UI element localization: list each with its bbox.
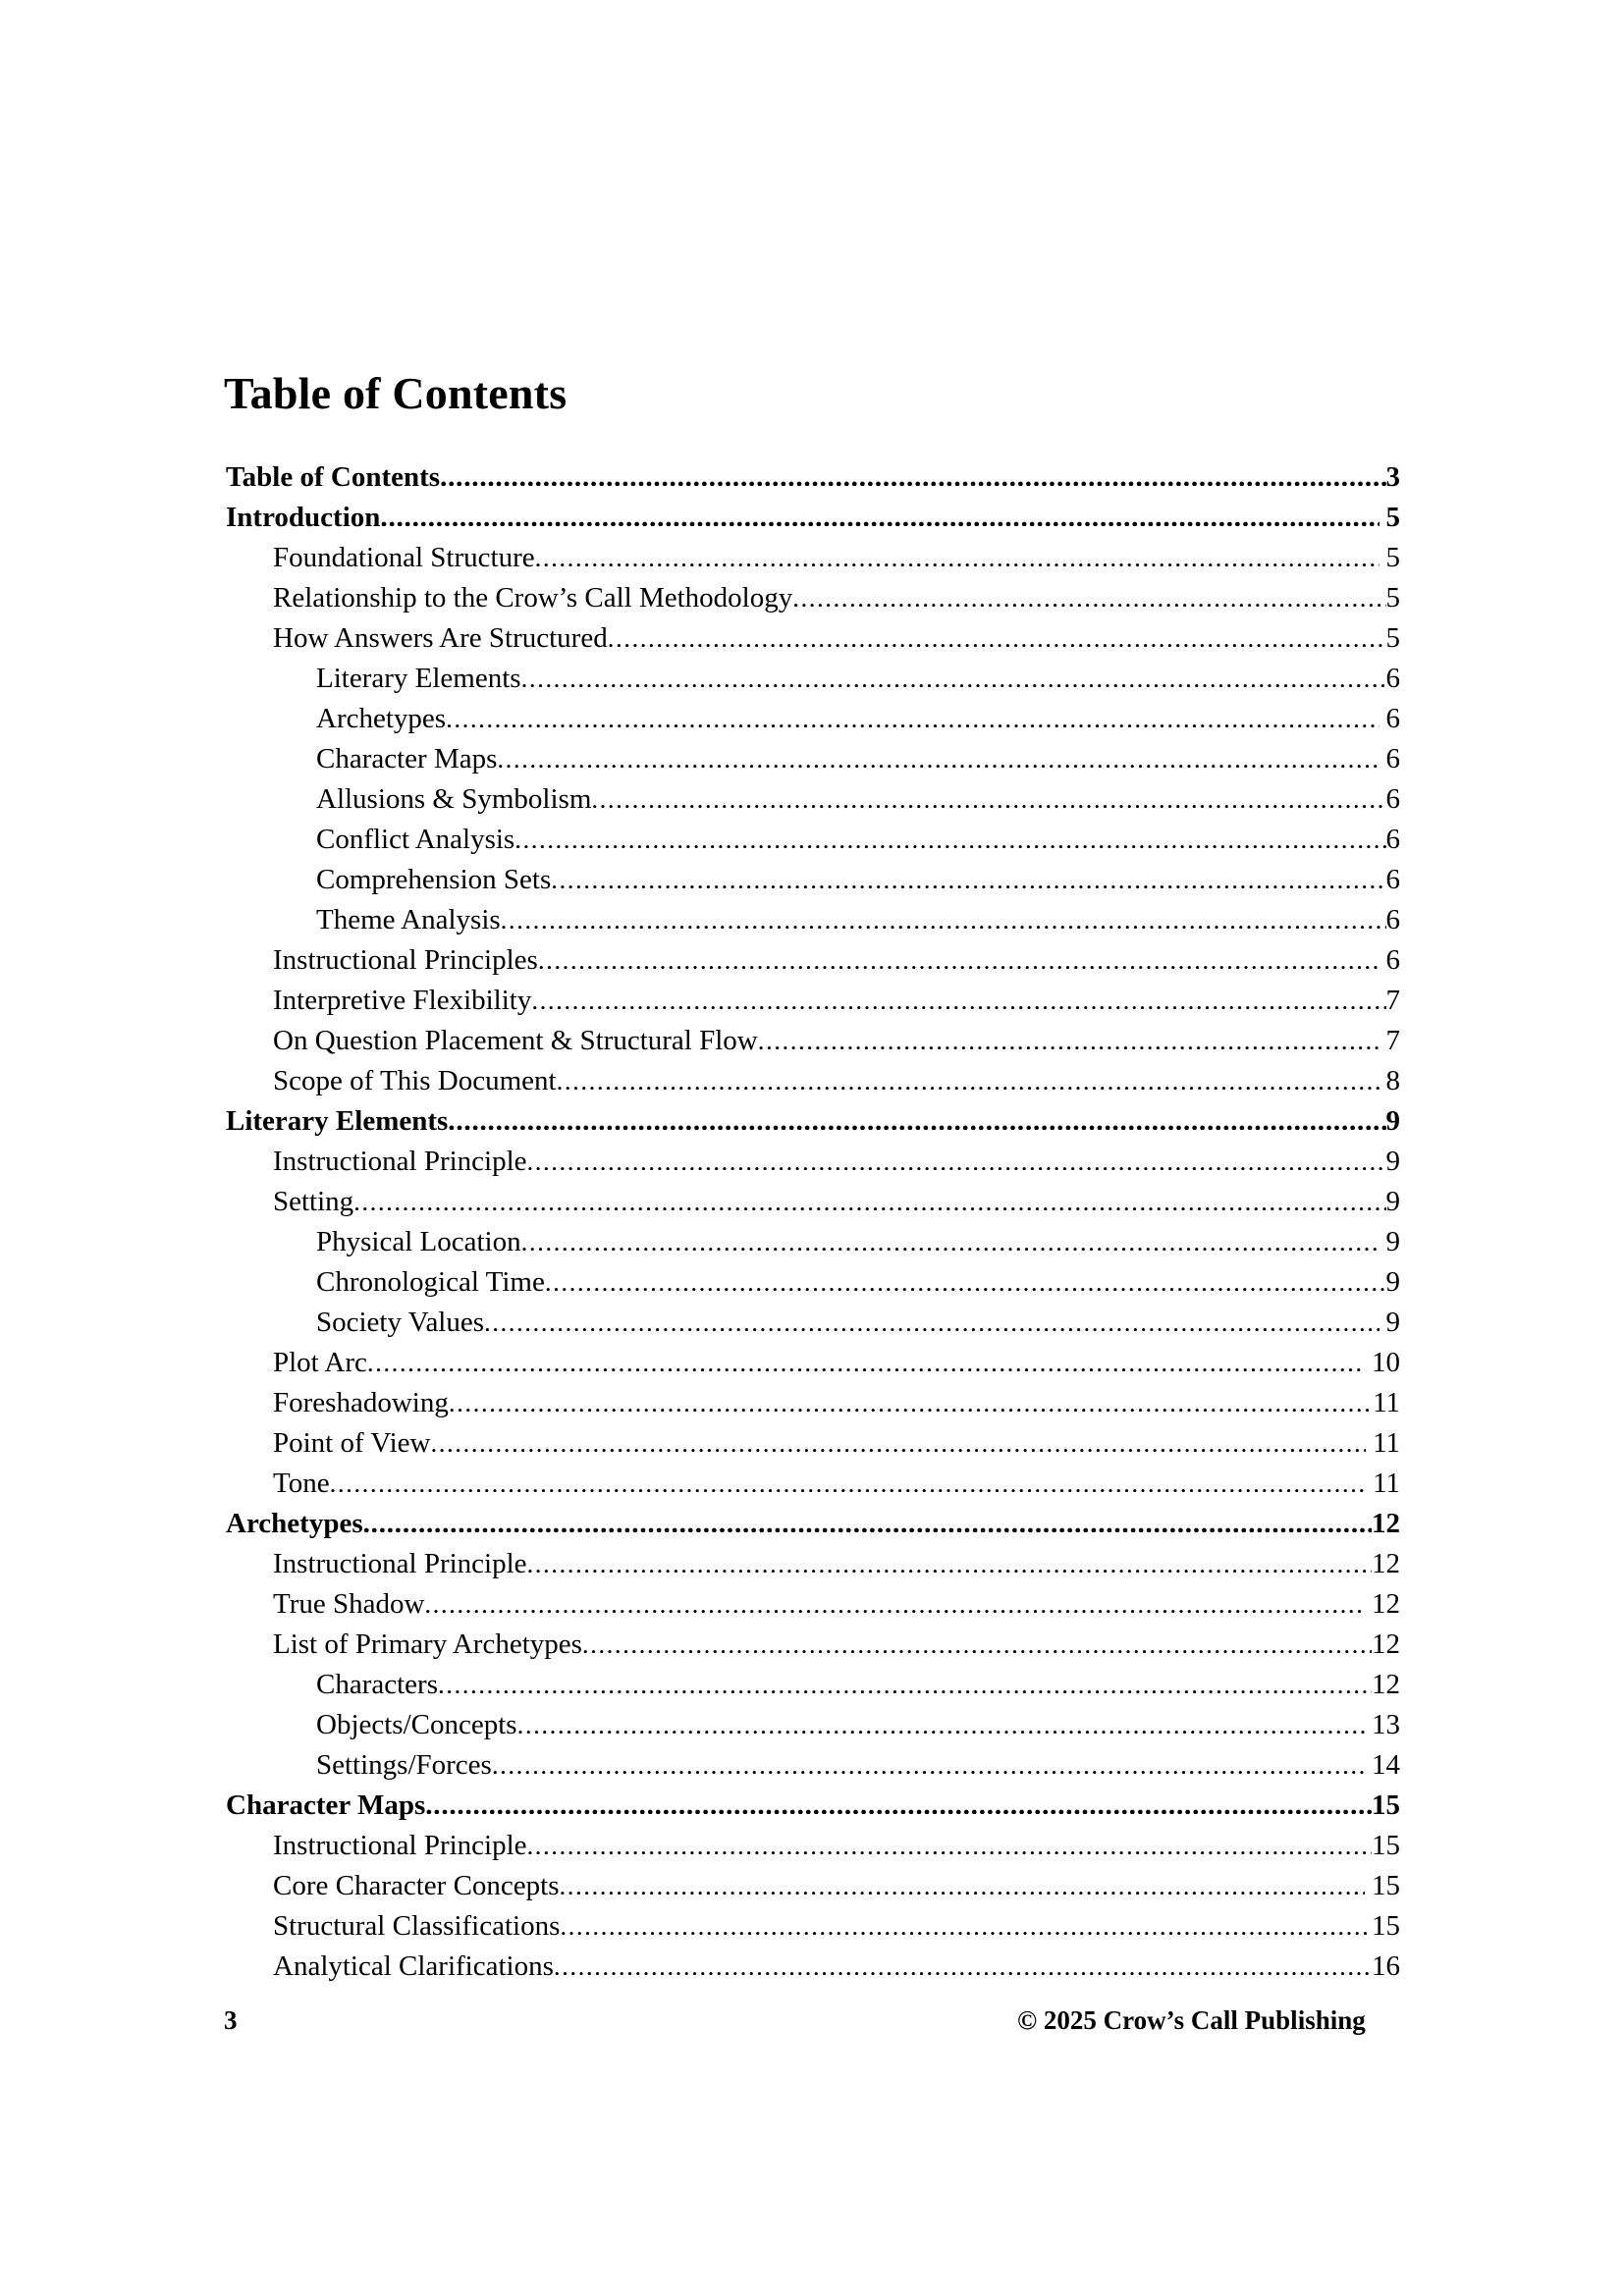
toc-dot-leader: [560, 1906, 1372, 1935]
toc-entry-page-number: 6: [1385, 743, 1400, 774]
toc-entry-page-number: 7: [1385, 1025, 1400, 1056]
toc-entry-page-number: 12: [1372, 1629, 1400, 1660]
toc-entry-label: Allusions & Symbolism: [316, 783, 592, 815]
toc-entry-page-number: 5: [1385, 502, 1400, 533]
table-of-contents-list: [226, 457, 1400, 1987]
toc-dot-leader: [501, 900, 1386, 929]
toc-dot-leader: [330, 1464, 1367, 1492]
toc-entry-page-number: 9: [1385, 1146, 1400, 1177]
toc-entry-label: List of Primary Archetypes: [273, 1629, 582, 1660]
toc-entry-label: Instructional Principle: [273, 1548, 527, 1579]
toc-entry-label: Foundational Structure: [273, 542, 535, 573]
toc-dot-leader: [551, 860, 1385, 888]
toc-entry[interactable]: [273, 1021, 1400, 1061]
toc-entry-page-number: 15: [1372, 1910, 1400, 1942]
toc-entry[interactable]: [316, 1303, 1400, 1343]
toc-entry-page-number: 6: [1385, 904, 1400, 935]
toc-entry[interactable]: [273, 1182, 1400, 1222]
toc-dot-leader: [535, 538, 1380, 566]
toc-entry-page-number: 13: [1372, 1709, 1400, 1740]
footer-copyright: © 2025 Crow’s Call Publishing: [1017, 2005, 1366, 2035]
toc-dot-leader: [380, 498, 1379, 526]
page-title: Table of Contents: [224, 367, 568, 418]
toc-entry-label: Theme Analysis: [316, 904, 501, 935]
toc-entry-label: Archetypes: [316, 703, 447, 734]
toc-entry-label: Characters: [316, 1669, 438, 1700]
toc-entry-label: Analytical Clarifications: [273, 1950, 554, 1982]
toc-entry[interactable]: [226, 1101, 1400, 1142]
toc-entry[interactable]: [226, 1504, 1400, 1544]
toc-entry[interactable]: [316, 820, 1400, 860]
toc-entry[interactable]: [273, 1464, 1400, 1504]
toc-dot-leader: [527, 1142, 1386, 1170]
toc-entry-page-number: 15: [1372, 1830, 1400, 1861]
toc-entry-page-number: 12: [1372, 1548, 1400, 1579]
toc-entry-label: Settings/Forces: [316, 1749, 492, 1781]
toc-entry-page-number: 6: [1385, 703, 1400, 734]
toc-entry[interactable]: [273, 538, 1400, 578]
toc-entry-label: Archetypes: [226, 1508, 363, 1539]
toc-entry[interactable]: [273, 1142, 1400, 1182]
toc-dot-leader: [527, 1544, 1372, 1573]
toc-entry-page-number: 9: [1385, 1186, 1400, 1217]
toc-entry-label: Conflict Analysis: [316, 824, 515, 855]
toc-entry-label: Instructional Principle: [273, 1146, 527, 1177]
toc-entry-label: Objects/Concepts: [316, 1709, 517, 1740]
toc-entry-page-number: 12: [1372, 1669, 1400, 1700]
toc-dot-leader: [367, 1343, 1365, 1371]
toc-dot-leader: [363, 1504, 1372, 1532]
toc-entry-page-number: 16: [1372, 1950, 1400, 1982]
toc-dot-leader: [531, 981, 1385, 1009]
toc-entry-page-number: 14: [1372, 1749, 1400, 1781]
toc-entry-label: Introduction: [226, 502, 381, 533]
toc-entry-label: Point of View: [273, 1427, 431, 1459]
toc-entry[interactable]: [316, 1665, 1400, 1705]
toc-entry-page-number: 12: [1372, 1588, 1400, 1620]
toc-entry-page-number: 9: [1385, 1307, 1400, 1338]
toc-entry-label: Character Maps: [226, 1789, 426, 1821]
toc-entry[interactable]: [273, 1343, 1400, 1383]
toc-entry[interactable]: [273, 1906, 1400, 1947]
toc-entry[interactable]: [273, 981, 1400, 1021]
toc-dot-leader: [582, 1625, 1372, 1653]
toc-dot-leader: [554, 1947, 1372, 1975]
toc-dot-leader: [521, 659, 1386, 687]
toc-dot-leader: [792, 578, 1385, 607]
toc-entry-page-number: 11: [1373, 1387, 1400, 1418]
toc-entry-label: Setting: [273, 1186, 354, 1217]
toc-entry-page-number: 9: [1385, 1105, 1400, 1137]
toc-entry[interactable]: [316, 779, 1400, 820]
toc-entry-label: Structural Classifications: [273, 1910, 561, 1942]
footer-page-number: 3: [224, 2005, 238, 2035]
toc-entry[interactable]: [316, 1222, 1400, 1262]
toc-entry-page-number: 5: [1385, 582, 1400, 614]
toc-entry-page-number: 6: [1385, 864, 1400, 895]
toc-dot-leader: [430, 1423, 1366, 1452]
toc-dot-leader: [545, 1262, 1386, 1291]
toc-entry[interactable]: [273, 618, 1400, 659]
toc-entry-label: Core Character Concepts: [273, 1870, 560, 1901]
toc-entry[interactable]: [316, 900, 1400, 940]
toc-dot-leader: [492, 1745, 1365, 1774]
toc-entry-page-number: 6: [1385, 824, 1400, 855]
toc-entry[interactable]: [273, 1383, 1400, 1423]
toc-entry-page-number: 5: [1385, 622, 1400, 654]
toc-dot-leader: [446, 699, 1379, 727]
toc-dot-leader: [438, 1665, 1372, 1693]
toc-dot-leader: [527, 1826, 1372, 1854]
toc-entry-label: Instructional Principles: [273, 944, 538, 976]
toc-entry-label: Literary Elements: [316, 663, 521, 694]
toc-entry-label: Tone: [273, 1468, 330, 1499]
toc-dot-leader: [538, 940, 1380, 969]
toc-dot-leader: [353, 1182, 1385, 1210]
toc-entry[interactable]: [226, 498, 1400, 538]
toc-entry[interactable]: [316, 739, 1400, 779]
toc-dot-leader: [591, 779, 1385, 808]
toc-dot-leader: [449, 1383, 1373, 1412]
toc-entry-page-number: 11: [1373, 1468, 1400, 1499]
toc-entry-label: On Question Placement & Structural Flow: [273, 1025, 758, 1056]
toc-entry[interactable]: [273, 1625, 1400, 1665]
toc-dot-leader: [497, 739, 1379, 768]
toc-entry[interactable]: [273, 940, 1400, 981]
toc-dot-leader: [440, 457, 1385, 486]
toc-entry[interactable]: [273, 1423, 1400, 1464]
toc-entry-page-number: 5: [1385, 542, 1400, 573]
toc-entry-page-number: 9: [1385, 1266, 1400, 1298]
toc-entry[interactable]: [273, 1584, 1400, 1625]
toc-entry-page-number: 11: [1373, 1427, 1400, 1459]
toc-entry-label: Scope of This Document: [273, 1065, 557, 1096]
toc-entry[interactable]: [226, 1786, 1400, 1826]
toc-dot-leader: [557, 1061, 1380, 1090]
toc-entry[interactable]: [316, 699, 1400, 739]
toc-entry-label: Relationship to the Crow’s Call Methodology: [273, 582, 793, 614]
toc-entry-page-number: 10: [1372, 1347, 1400, 1378]
toc-entry-page-number: 6: [1385, 783, 1400, 815]
toc-dot-leader: [608, 618, 1386, 647]
toc-entry-page-number: 6: [1385, 663, 1400, 694]
page-footer: [224, 2001, 1402, 2040]
toc-entry[interactable]: [316, 659, 1400, 699]
toc-entry-label: Chronological Time: [316, 1266, 545, 1298]
toc-dot-leader: [758, 1021, 1380, 1049]
toc-entry-page-number: 15: [1372, 1789, 1400, 1821]
toc-dot-leader: [560, 1866, 1365, 1895]
toc-entry-label: Literary Elements: [226, 1105, 449, 1137]
toc-entry-page-number: 12: [1372, 1508, 1400, 1539]
toc-entry-page-number: 6: [1385, 944, 1400, 976]
toc-entry-label: Plot Arc: [273, 1347, 367, 1378]
toc-entry-page-number: 9: [1385, 1226, 1400, 1257]
toc-entry-label: Comprehension Sets: [316, 864, 552, 895]
toc-entry-page-number: 3: [1385, 461, 1400, 493]
toc-entry[interactable]: [316, 1705, 1400, 1745]
toc-entry[interactable]: [273, 578, 1400, 618]
toc-dot-leader: [425, 1786, 1372, 1814]
toc-entry[interactable]: [316, 860, 1400, 900]
toc-entry-label: How Answers Are Structured: [273, 622, 608, 654]
toc-entry-label: True Shadow: [273, 1588, 425, 1620]
toc-entry[interactable]: [316, 1262, 1400, 1303]
toc-entry-label: Character Maps: [316, 743, 498, 774]
toc-entry-label: Physical Location: [316, 1226, 521, 1257]
toc-entry[interactable]: [273, 1826, 1400, 1866]
toc-entry[interactable]: [273, 1061, 1400, 1101]
toc-dot-leader: [448, 1101, 1385, 1130]
toc-entry-page-number: 15: [1372, 1870, 1400, 1901]
toc-entry-label: Instructional Principle: [273, 1830, 527, 1861]
toc-dot-leader: [484, 1303, 1379, 1331]
toc-entry-label: Foreshadowing: [273, 1387, 449, 1418]
toc-entry[interactable]: [273, 1544, 1400, 1584]
toc-dot-leader: [521, 1222, 1380, 1251]
toc-entry-label: Table of Contents: [226, 461, 441, 493]
toc-entry-page-number: 8: [1385, 1065, 1400, 1096]
toc-dot-leader: [517, 1705, 1365, 1734]
toc-entry[interactable]: [226, 457, 1400, 498]
toc-entry-page-number: 7: [1385, 985, 1400, 1016]
toc-dot-leader: [514, 820, 1385, 848]
toc-entry-label: Interpretive Flexibility: [273, 985, 532, 1016]
toc-dot-leader: [424, 1584, 1365, 1613]
toc-entry[interactable]: [316, 1745, 1400, 1786]
toc-entry[interactable]: [273, 1866, 1400, 1906]
toc-entry-label: Society Values: [316, 1307, 485, 1338]
toc-entry[interactable]: [273, 1947, 1400, 1987]
